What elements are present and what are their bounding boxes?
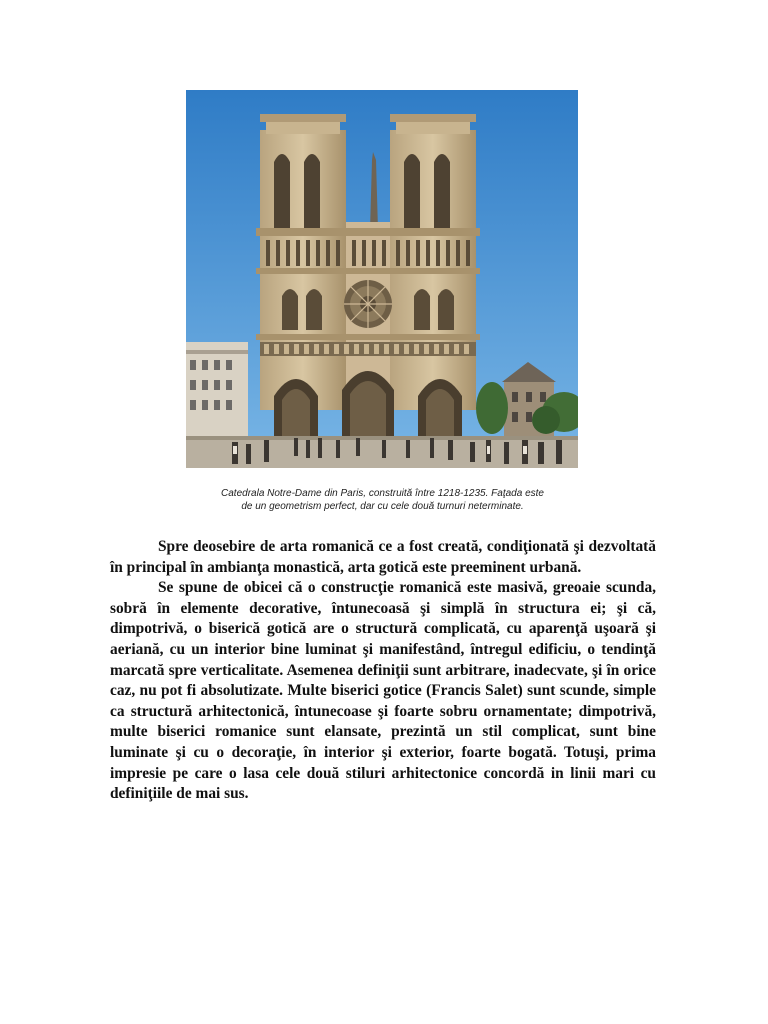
caption-line-2: de un geometrism perfect, dar cu cele două turnuri neterminate.	[241, 501, 524, 512]
figure-caption	[160, 487, 605, 513]
left-buildings	[186, 342, 248, 452]
paragraph-2: Se spune de obicei că o construcţie romanică este masivă, greoaie scunda, sobră în elemente decorative, întunecoasă şi simplă în structura ei; şi că, dimpotrivă, o biserică gotică are o structură complicată, cu aparenţă uşoară şi aeriană, cu un interior bine luminat şi manifestând, întregul edificiu, o tendinţă marcată spre verticalitate. Asemenea definiţii sunt arbitrare, inadecvate, şi în orice caz, nu pot fi absolutizate. Multe biserici gotice (Francis Salet) sunt scunde, simple ca structură arhitectonică, întunecoase şi foarte sobru ornamentate; dimpotrivă, multe biserici romanice sunt elansate, prezintă un stil complicat, sunt bine luminate şi cu o decoraţie, în interior şi exterior, foarte bogată. Totuşi, prima impresie pe care o lasa cele două stiluri arhitectonice concordă in linii mari cu definiţiile de mai sus.	[110, 579, 656, 803]
paragraph-1: Spre deosebire de arta romanică ce a fost creată, condiţionată şi dezvoltată în principal în ambianţa monastică, arta gotică este preeminent urbană.	[110, 538, 656, 576]
body-text	[110, 537, 656, 805]
cathedral-photo	[186, 90, 578, 468]
caption-line-1: Catedrala Notre-Dame din Paris, construită între 1218-1235. Faţada este	[221, 488, 544, 499]
